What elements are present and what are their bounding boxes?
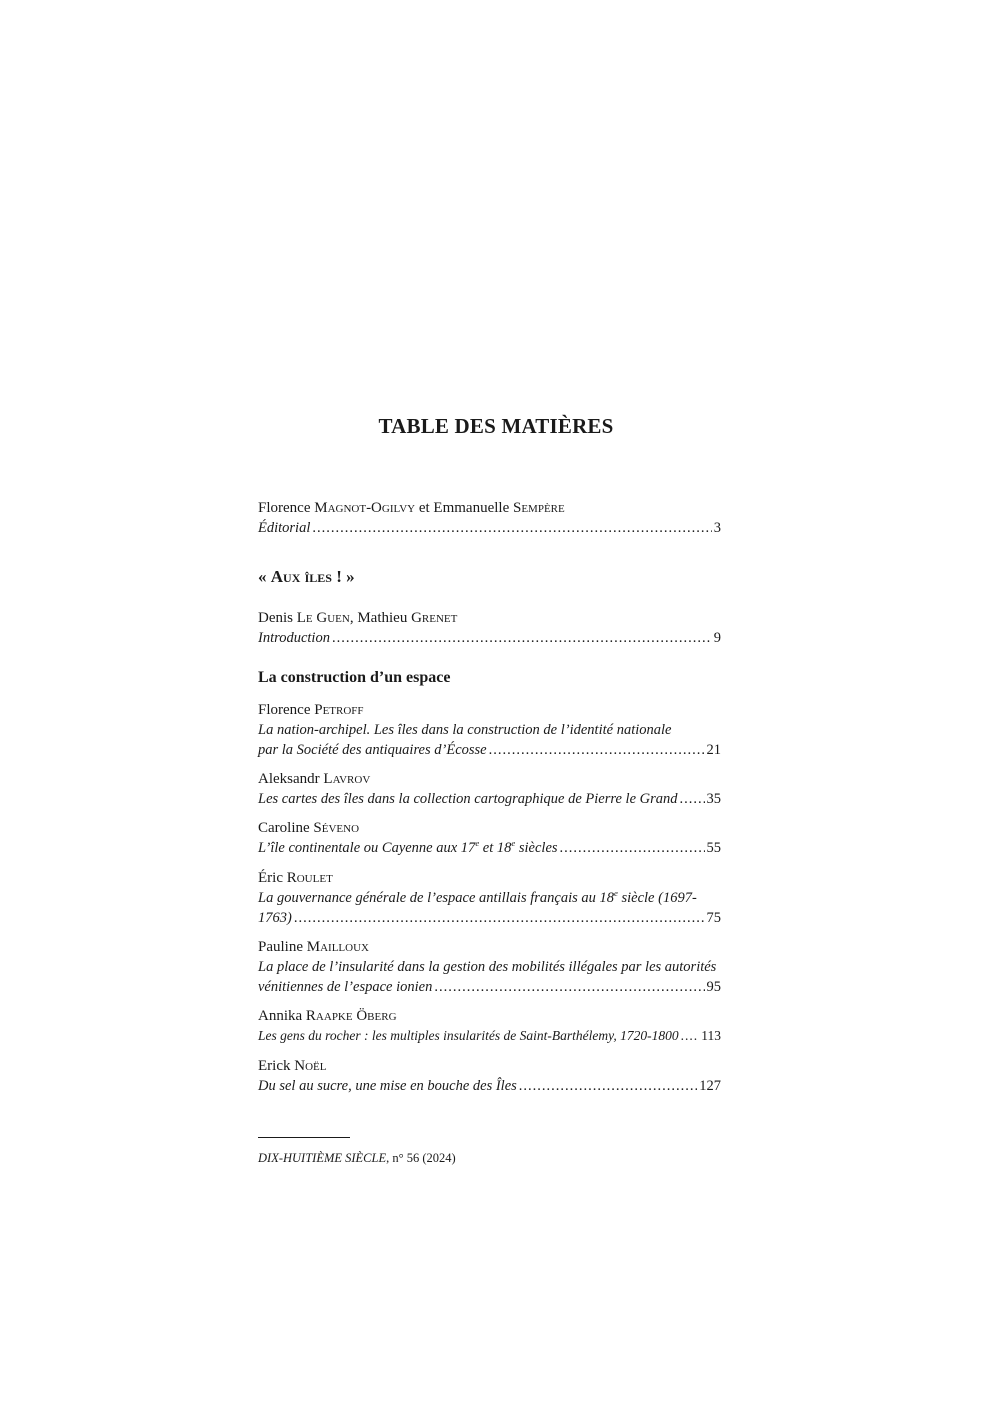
dot-leader <box>294 908 705 928</box>
entry-title-line <box>258 518 721 538</box>
entry-author: Denis Le Guen, Mathieu Grenet <box>258 610 458 626</box>
entry-author: Pauline Mailloux <box>258 939 369 955</box>
page-number: 55 <box>706 840 721 856</box>
toc-entry[interactable] <box>258 1006 721 1046</box>
entry-author: Florence Petroff <box>258 702 364 718</box>
section-heading: « Aux îles ! » <box>258 567 355 586</box>
entry-author: Éric Roulet <box>258 870 333 886</box>
page-number: 75 <box>706 910 721 926</box>
dot-leader <box>489 740 705 760</box>
toc-entry[interactable] <box>258 700 721 760</box>
page-number: 21 <box>706 742 721 758</box>
entry-author: Caroline Séveno <box>258 820 360 836</box>
subsection-heading: La construction d’un espace <box>258 669 451 686</box>
dot-leader <box>434 977 704 997</box>
entry-author: Annika Raapke Öberg <box>258 1008 397 1024</box>
page-number: 35 <box>706 791 721 807</box>
entry-author: Erick Noël <box>258 1058 327 1074</box>
toc-entry[interactable] <box>258 937 721 997</box>
entry-title: L’île continentale ou Cayenne aux 17e et 18e siècles <box>258 838 558 856</box>
dot-leader <box>681 1026 700 1046</box>
entry-title: La nation-archipel. Les îles dans la construction de l’identité nationale <box>258 722 672 738</box>
entry-title-line: vénitiennes de l’espace ionien ..... 95 <box>258 977 721 997</box>
entry-author: Aleksandr Lavrov <box>258 771 371 787</box>
page-number: 3 <box>713 520 721 536</box>
entry-title-line: 1763) ..... 75 <box>258 908 721 928</box>
toc-entry[interactable] <box>258 769 721 809</box>
entry-title: Les gens du rocher : les multiples insularités de Saint-Barthélemy, 1720-1800 <box>258 1028 679 1043</box>
journal-issue: , n° 56 (2024) <box>386 1151 456 1165</box>
entry-title: La place de l’insularité dans la gestion des mobilités illégales par les autorités <box>258 959 717 975</box>
entry-title-line <box>258 789 721 809</box>
dot-leader <box>312 518 711 538</box>
entry-title-line <box>258 1026 721 1046</box>
page-title: TABLE DES MATIÈRES <box>378 414 614 438</box>
toc-entry[interactable] <box>258 868 721 928</box>
dot-leader <box>519 1076 697 1096</box>
page-number: 9 <box>713 630 721 646</box>
entry-title-line: par la Société des antiquaires d’Écosse ..... 21 <box>258 740 721 760</box>
entry-title: La gouvernance générale de l’espace antillais français au 18e siècle (1697- <box>258 888 697 906</box>
entry-title: Les cartes des îles dans la collection cartographique de Pierre le Grand <box>258 791 678 807</box>
toc-entry[interactable] <box>258 818 721 858</box>
entry-title: Du sel au sucre, une mise en bouche des Îles <box>258 1078 517 1094</box>
page-number: 127 <box>699 1078 721 1094</box>
dot-leader <box>680 789 705 809</box>
dot-leader <box>332 628 712 648</box>
entry-title: Introduction <box>258 630 330 646</box>
page-number: 95 <box>706 979 721 995</box>
entry-title-line <box>258 838 721 858</box>
journal-footer <box>258 1151 456 1166</box>
page-number: 113 <box>701 1028 721 1043</box>
journal-name: DIX-HUITIÈME SIÈCLE <box>258 1151 387 1165</box>
dot-leader <box>560 838 705 858</box>
toc-entry[interactable] <box>258 1056 721 1096</box>
entry-title-line <box>258 628 721 648</box>
entry-title: Éditorial <box>258 520 311 536</box>
entry-author: Florence Magnot-Ogilvy et Emmanuelle Sempère <box>258 500 565 516</box>
toc-entry-editorial[interactable] <box>258 498 721 538</box>
toc-entry-introduction[interactable] <box>258 608 721 648</box>
entry-title-line <box>258 1076 721 1096</box>
footnote-rule <box>258 1137 350 1138</box>
